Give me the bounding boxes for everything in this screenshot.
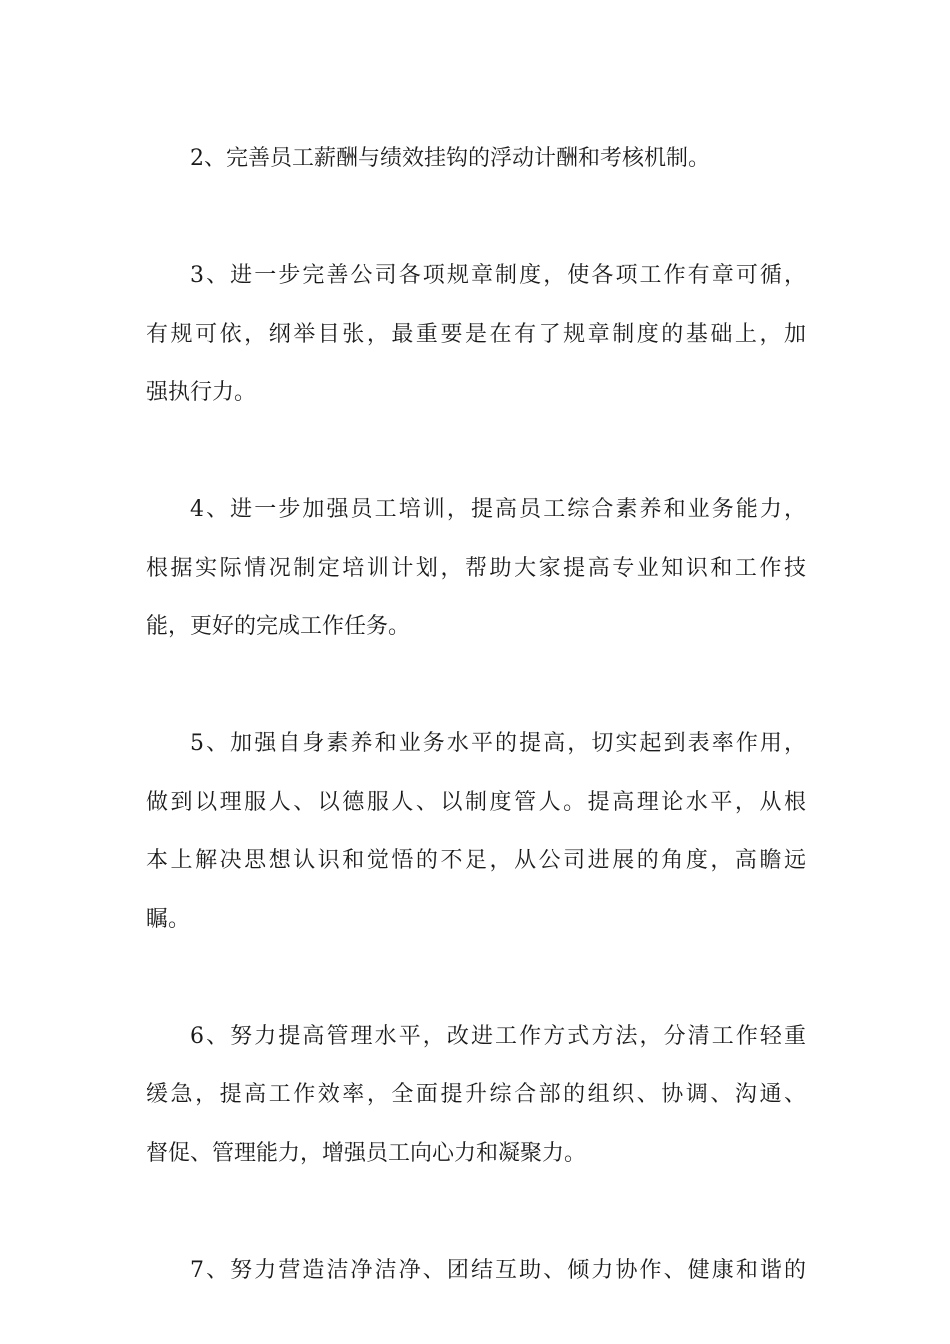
paragraph-line: 本上解决思想认识和觉悟的不足，从公司进展的角度，高瞻远 xyxy=(146,848,806,873)
paragraph-line: 缓急，提高工作效率，全面提升综合部的组织、协调、沟通、 xyxy=(146,1082,806,1107)
paragraph-7 xyxy=(146,1242,806,1301)
paragraph-gap xyxy=(146,1183,806,1242)
paragraph-line: 强执行力。 xyxy=(146,380,257,405)
paragraph-gap xyxy=(146,949,806,1008)
paragraph-3 xyxy=(146,247,806,423)
paragraph-6 xyxy=(146,1008,806,1184)
paragraph-line: 瞩。 xyxy=(146,906,191,932)
paragraph-line: 6、努力提高管理水平，改进工作方式方法，分清工作轻重 xyxy=(190,1023,806,1049)
paragraph-line: 5、加强自身素养和业务水平的提高，切实起到表率作用， xyxy=(190,731,806,756)
paragraph-line: 7、努力营造洁净洁净、团结互助、倾力协作、健康和谐的 xyxy=(190,1257,806,1283)
paragraph-5 xyxy=(146,715,806,949)
paragraph-gap xyxy=(146,189,806,248)
paragraph-gap xyxy=(146,657,806,716)
paragraph-line: 能，更好的完成工作任务。 xyxy=(146,614,411,639)
paragraph-2 xyxy=(146,130,806,189)
paragraph-line: 做到以理服人、以德服人、以制度管人。提高理论水平，从根 xyxy=(146,789,806,815)
paragraph-line: 3、进一步完善公司各项规章制度，使各项工作有章可循， xyxy=(190,263,806,288)
paragraph-line: 2、完善员工薪酬与绩效挂钩的浮动计酬和考核机制。 xyxy=(190,146,710,171)
document-body xyxy=(146,130,806,1300)
paragraph-gap xyxy=(146,423,806,482)
paragraph-line: 督促、管理能力，增强员工向心力和凝聚力。 xyxy=(146,1140,587,1166)
paragraph-line: 根据实际情况制定培训计划，帮助大家提高专业知识和工作技 xyxy=(146,555,806,581)
paragraph-line: 4、进一步加强员工培训，提高员工综合素养和业务能力， xyxy=(190,497,806,522)
paragraph-4 xyxy=(146,481,806,657)
paragraph-line: 有规可依，纲举目张，最重要是在有了规章制度的基础上，加 xyxy=(146,321,806,347)
